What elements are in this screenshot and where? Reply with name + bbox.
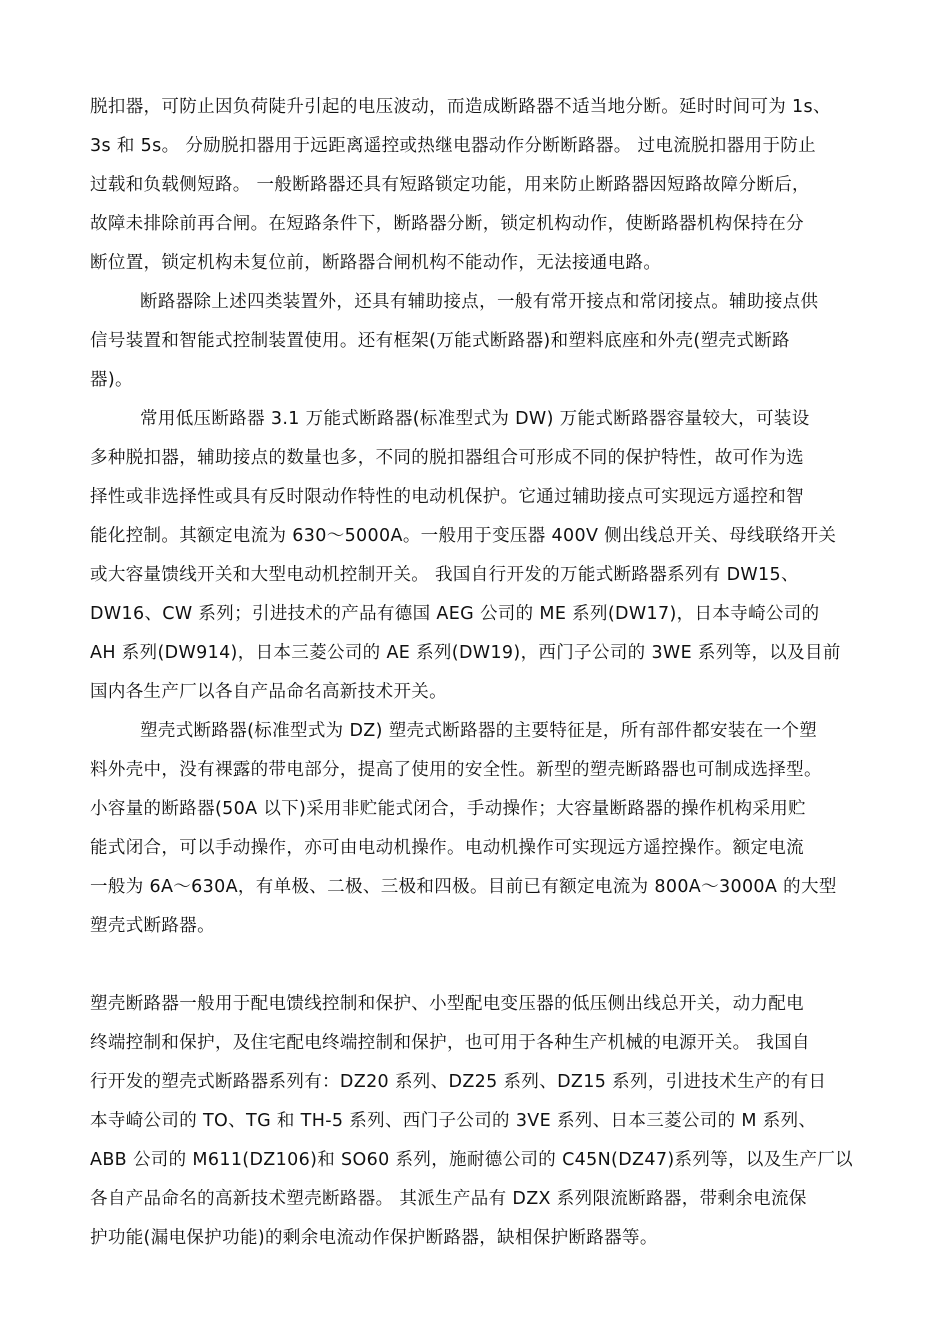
text-line: 料外壳中，没有裸露的带电部分，提高了使用的安全性。新型的塑壳断路器也可制成选择型。 [90,760,822,780]
text-line: 能式闭合，可以手动操作，亦可由电动机操作。电动机操作可实现远方遥控操作。额定电流 [90,838,804,858]
text-line: 一般为 6A～630A，有单极、二极、三极和四极。目前已有额定电流为 800A～3000A 的大型 [90,877,837,897]
text-line: 信号装置和智能式控制装置使用。还有框架(万能式断路器)和塑料底座和外壳(塑壳式断路 [90,331,790,351]
text-line: 塑壳式断路器(标准型式为 DZ) 塑壳式断路器的主要特征是，所有部件都安装在一个塑 [140,721,818,741]
text-line: 塑壳式断路器。 [90,916,215,936]
text-line: 国内各生产厂以各自产品命名高新技术开关。 [90,682,447,702]
text-line: 或大容量馈线开关和大型电动机控制开关。 我国自行开发的万能式断路器系列有 DW15、 [90,565,799,585]
text-line: 常用低压断路器 3.1 万能式断路器(标准型式为 DW) 万能式断路器容量较大，可装设 [140,409,810,429]
text-line: 故障未排除前再合闸。在短路条件下，断路器分断，锁定机构动作，使断路器机构保持在分 [90,214,804,234]
text-line: AH 系列(DW914)，日本三菱公司的 AE 系列(DW19)，西门子公司的 3WE 系列等，以及目前 [90,643,841,663]
text-line: 护功能(漏电保护功能)的剩余电流动作保护断路器，缺相保护断路器等。 [90,1228,658,1248]
text-line: 能化控制。其额定电流为 630～5000A。一般用于变压器 400V 侧出线总开关、母线联络开关 [90,526,837,546]
text-line: 小容量的断路器(50A 以下)采用非贮能式闭合，手动操作；大容量断路器的操作机构采用贮 [90,799,807,819]
text-line: 多种脱扣器，辅助接点的数量也多，不同的脱扣器组合可形成不同的保护特性，故可作为选 [90,448,804,468]
text-line: 断位置，锁定机构未复位前，断路器合闸机构不能动作，无法接通电路。 [90,253,662,273]
text-line: DW16、CW 系列；引进技术的产品有德国 AEG 公司的 ME 系列(DW17)，日本寺崎公司的 [90,604,820,624]
text-line: 本寺崎公司的 TO、TG 和 TH-5 系列、西门子公司的 3VE 系列、日本三菱公司的 M 系列、 [90,1111,817,1131]
text-line: 各自产品命名的高新技术塑壳断路器。 其派生产品有 DZX 系列限流断路器，带剩余电流保 [90,1189,807,1209]
text-line: 行开发的塑壳式断路器系列有：DZ20 系列、DZ25 系列、DZ15 系列，引进技术生产的有日 [90,1072,827,1092]
text-line: 3s 和 5s。 分励脱扣器用于远距离遥控或热继电器动作分断断路器。 过电流脱扣器用于防止 [90,136,817,156]
text-line: 过载和负载侧短路。 一般断路器还具有短路锁定功能，用来防止断路器因短路故障分断后， [90,175,810,195]
text-line: 终端控制和保护，及住宅配电终端控制和保护，也可用于各种生产机械的电源开关。 我国自 [90,1033,810,1053]
text-line: 脱扣器，可防止因负荷陡升引起的电压波动，而造成断路器不适当地分断。延时时间可为 1s、 [90,97,831,117]
text-line: 断路器除上述四类装置外，还具有辅助接点，一般有常开接点和常闭接点。辅助接点供 [140,292,819,312]
text-line: 器)。 [90,370,133,390]
text-line: 择性或非选择性或具有反时限动作特性的电动机保护。它通过辅助接点可实现远方遥控和智 [90,487,804,507]
text-line: 塑壳断路器一般用于配电馈线控制和保护、小型配电变压器的低压侧出线总开关，动力配电 [90,994,804,1014]
text-line: ABB 公司的 M611(DZ106)和 SO60 系列，施耐德公司的 C45N(DZ47)系列等，以及生产厂以 [90,1150,854,1170]
